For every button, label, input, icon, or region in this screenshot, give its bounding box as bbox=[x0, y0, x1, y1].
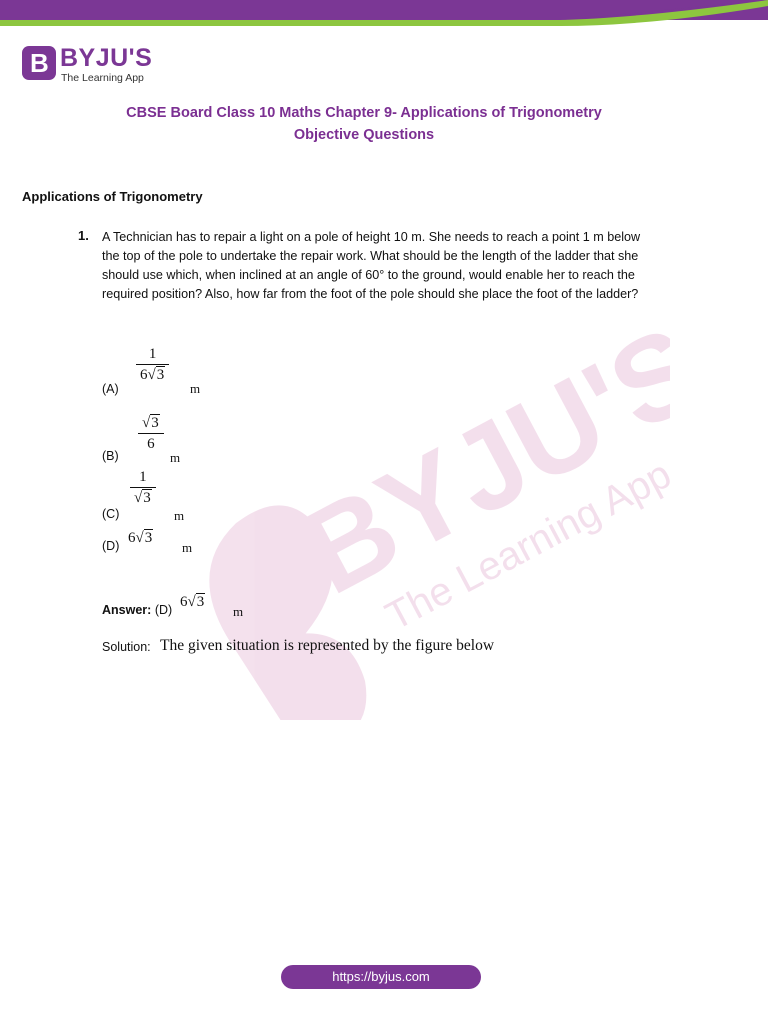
brand-logo-icon bbox=[22, 46, 56, 80]
option-b-numerator bbox=[138, 413, 164, 433]
option-d-label: (D) bbox=[102, 539, 120, 553]
radical-icon: √ bbox=[135, 530, 144, 546]
option-c-fraction bbox=[130, 467, 156, 508]
option-d-unit: m bbox=[182, 540, 193, 555]
option-c-radical bbox=[134, 488, 152, 508]
answer-unit: m bbox=[233, 604, 244, 619]
answer-option: (D) bbox=[154, 603, 173, 617]
question-text: A Technician has to repair a light on a pole of height 10 m. She needs to reach a point 1 m below the top of the pole to undertake the repair work. What should be the length of the ladder that she should use which, when inclined at an angle of 60° to the ground, would enable her to reach the required position? Also, how far from the foot of the pole should she place the foot of the ladder? bbox=[102, 230, 641, 301]
option-b-denominator: 6 bbox=[147, 436, 155, 452]
option-a-fraction bbox=[136, 344, 169, 385]
answer-coef: 6 bbox=[180, 594, 188, 610]
option-a-numerator: 1 bbox=[148, 346, 157, 362]
option-a-radical bbox=[148, 365, 166, 385]
radical-icon: √ bbox=[187, 594, 196, 610]
document-title-line2: Objective Questions bbox=[293, 127, 435, 143]
watermark-brand-text: BYJU'S bbox=[280, 300, 670, 620]
option-a-denominator bbox=[136, 365, 169, 385]
watermark-heart-icon bbox=[181, 488, 411, 720]
brand-logo[interactable] bbox=[22, 44, 172, 88]
document-title bbox=[0, 102, 728, 146]
radical-icon: √ bbox=[134, 490, 143, 506]
option-b-radical bbox=[142, 413, 160, 433]
option-b-label: (B) bbox=[102, 449, 119, 463]
option-b-unit: m bbox=[170, 450, 181, 465]
document-title-line1: CBSE Board Class 10 Maths Chapter 9- Applications of Trigonometry bbox=[126, 105, 602, 121]
brand-name: BYJU'S bbox=[60, 44, 153, 72]
brand-tagline: The Learning App bbox=[61, 72, 144, 84]
option-b-fraction bbox=[138, 413, 164, 454]
option-a-label: (A) bbox=[102, 382, 119, 396]
watermark-graphic bbox=[147, 300, 670, 720]
answer-label: Answer: bbox=[102, 603, 152, 617]
top-banner bbox=[0, 0, 768, 28]
option-b-radicand: 3 bbox=[151, 415, 159, 431]
option-c-numerator: 1 bbox=[139, 469, 147, 485]
option-c-label: (C) bbox=[102, 507, 120, 521]
radical-icon: √ bbox=[142, 415, 151, 431]
top-banner-graphic bbox=[0, 0, 768, 28]
answer-value bbox=[180, 594, 205, 611]
watermark bbox=[147, 300, 670, 720]
answer-line bbox=[102, 603, 172, 617]
solution-label: Solution: bbox=[102, 640, 151, 654]
watermark-tagline-text: The Learning App bbox=[378, 451, 670, 640]
question-number: 1. bbox=[78, 228, 89, 243]
section-heading: Applications of Trigonometry bbox=[22, 189, 203, 204]
footer-url-link[interactable]: https://byjus.com bbox=[281, 965, 481, 989]
option-c-radicand: 3 bbox=[143, 490, 151, 506]
brand-logo-mark: B bbox=[30, 48, 49, 78]
radical-icon: √ bbox=[147, 367, 156, 383]
option-d-radicand: 3 bbox=[144, 530, 153, 546]
option-a-radicand: 3 bbox=[156, 367, 165, 383]
answer-radicand: 3 bbox=[196, 594, 205, 610]
option-c-denominator bbox=[130, 488, 156, 508]
option-a-denominator-coef: 6 bbox=[140, 367, 148, 383]
answer-radical bbox=[188, 594, 206, 611]
option-d-coef: 6 bbox=[128, 530, 136, 546]
solution-text: The given situation is represented by the figure below bbox=[160, 637, 495, 654]
option-d-radical bbox=[136, 530, 154, 547]
option-d-value bbox=[128, 530, 153, 547]
option-a-unit: m bbox=[190, 381, 201, 396]
option-c-unit: m bbox=[174, 508, 185, 523]
